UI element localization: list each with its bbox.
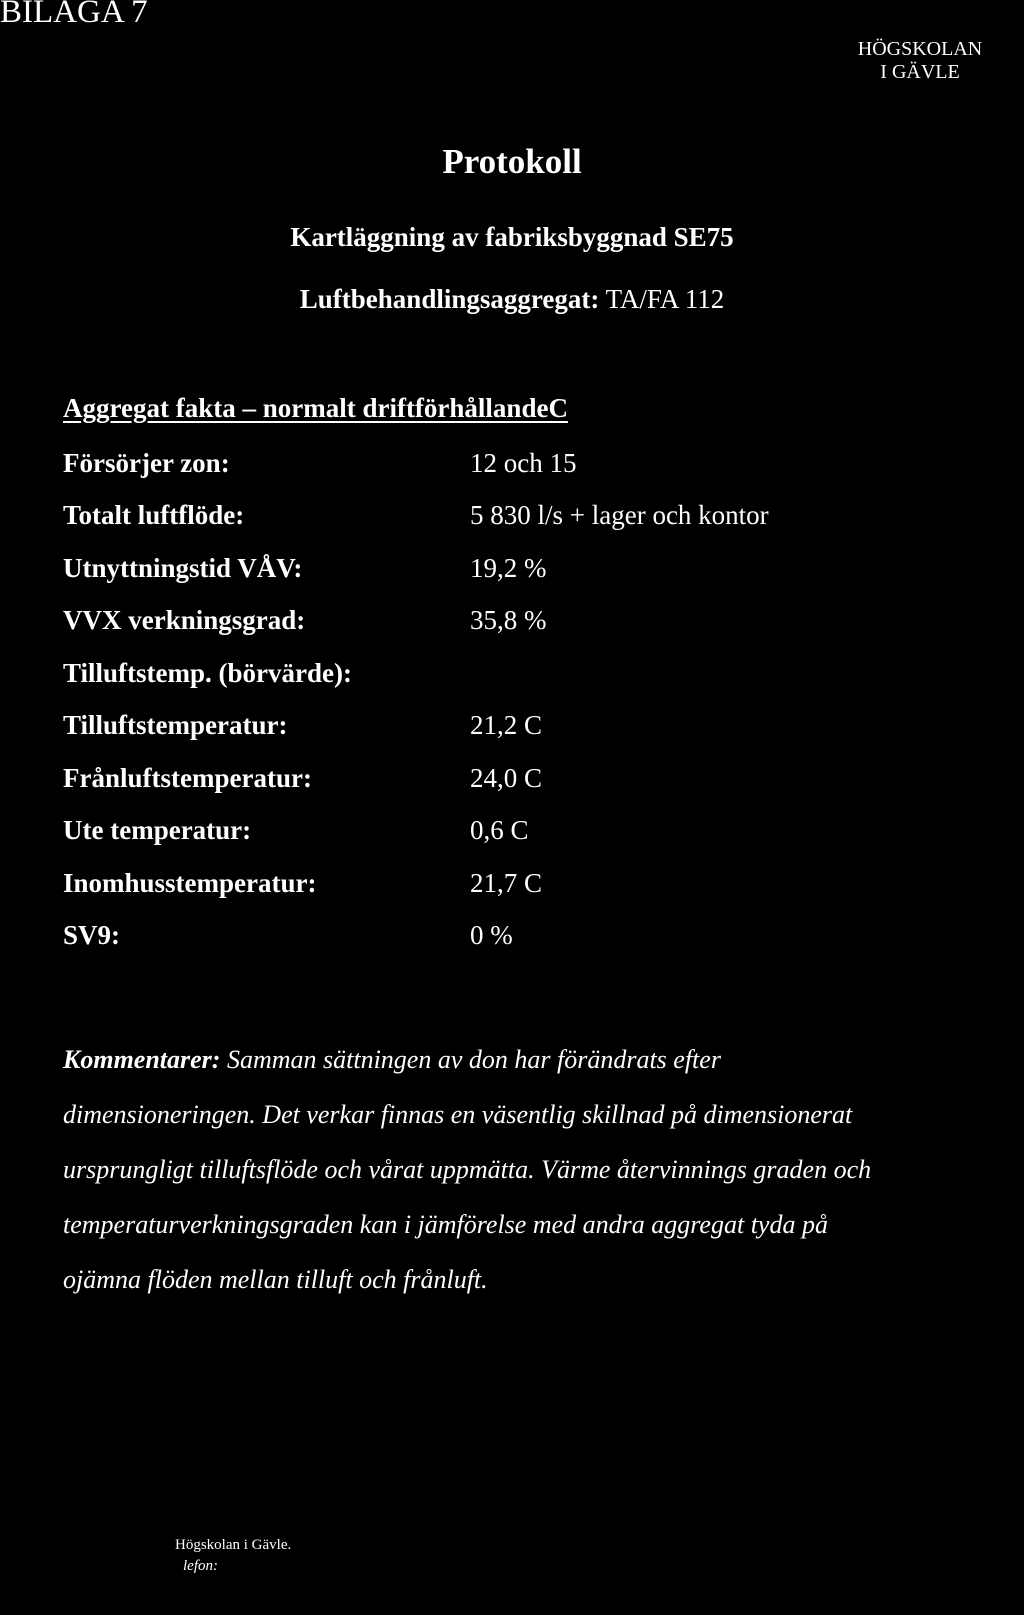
comment-line: dimensioneringen. Det verkar finnas en väsentlig skillnad på dimensionerat: [63, 1100, 853, 1129]
fact-label: SV9:: [63, 920, 121, 950]
comment-line: ursprungligt tilluftsflöde och vårat uppmätta. Värme återvinnings graden och: [63, 1155, 872, 1184]
fact-label: VVX verkningsgrad:: [63, 605, 306, 635]
comment-line: temperaturverkningsgraden kan i jämförelse med andra aggregat tyda på: [63, 1210, 828, 1239]
fact-label: Försörjer zon:: [63, 448, 230, 478]
unit-value: TA/FA 112: [605, 284, 725, 314]
fact-value: 19,2 %: [470, 553, 547, 583]
fact-value: 5 830 l/s + lager och kontor: [470, 500, 769, 530]
fact-value: 0,6 C: [470, 815, 529, 845]
fact-value: 0 %: [470, 920, 513, 950]
fact-value: 24,0 C: [470, 763, 543, 793]
fact-label: Ute temperatur:: [63, 815, 252, 845]
attachment-label: BILAGA 7: [0, 0, 148, 30]
comment-line: ojämna flöden mellan tilluft och frånluft.: [63, 1265, 488, 1294]
fact-label: Totalt luftflöde:: [63, 500, 245, 530]
comment-line: [63, 1045, 721, 1075]
facts-heading: Aggregat fakta – normalt driftförhållandeC: [63, 393, 568, 423]
fact-label: Utnyttningstid VÅV:: [63, 553, 303, 583]
institution-name-line1: HÖGSKOLAN: [857, 38, 983, 60]
unit-label: Luftbehandlingsaggregat:: [299, 284, 600, 314]
fact-label: Tilluftstemperatur:: [63, 710, 288, 740]
document-title: Protokoll: [442, 142, 582, 181]
document-subtitle: Kartläggning av fabriksbyggnad SE75: [290, 222, 734, 252]
fact-value: 35,8 %: [470, 605, 547, 635]
fact-label: Frånluftstemperatur:: [63, 763, 312, 793]
fact-label: Inomhusstemperatur:: [63, 868, 317, 898]
fact-value: 21,7 C: [470, 868, 543, 898]
institution-name-line2: I GÄVLE: [880, 61, 960, 83]
comment-label: Kommentarer:: [63, 1045, 221, 1074]
footer-phone-label: lefon:: [183, 1558, 218, 1574]
fact-value: 12 och 15: [470, 448, 577, 478]
fact-label: Tilluftstemp. (börvärde):: [63, 658, 352, 688]
footer-institution: Högskolan i Gävle.: [175, 1537, 292, 1553]
comment-text: Samman sättningen av don har förändrats efter: [220, 1045, 721, 1074]
unit-designation: [0, 284, 1024, 315]
fact-value: 21,2 C: [470, 710, 543, 740]
